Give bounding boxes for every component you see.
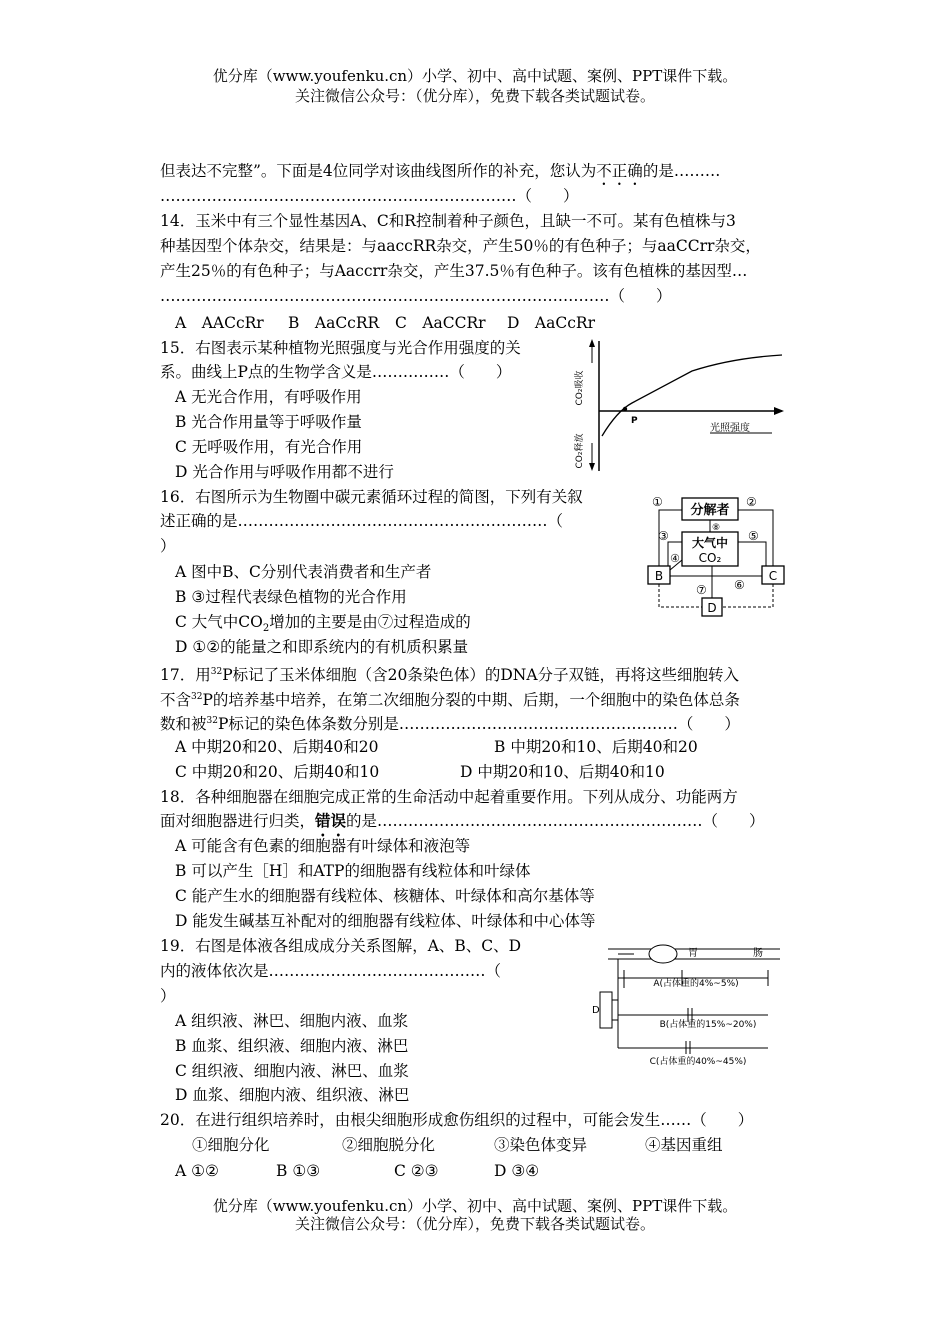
q20-statement-3: ③染色体变异 [494, 1136, 588, 1154]
q14-line-1: 14．玉米中有三个显性基因A、C和R控制着种子颜色，且缺一不可。某有色植株与3 [160, 212, 736, 230]
q17-option-b: B 中期20和10、后期40和20 [494, 738, 698, 756]
header-line-1: 优分库（www.youfenku.cn）小学、初中、高中试题、案例、PPT课件下载。 [212, 67, 738, 85]
q18-option-d: D 能发生碱基互补配对的细胞器有线粒体、叶绿体和中心体等 [175, 912, 596, 930]
b-label: B(占体重的15%~20%) [659, 1020, 757, 1030]
q18-option-c: C 能产生水的细胞器有线粒体、核糖体、叶绿体和高尔基体等 [175, 887, 595, 905]
x-arrowhead [774, 407, 784, 415]
q17-option-d: D 中期20和10、后期40和10 [460, 763, 665, 781]
d-label: D [592, 1005, 600, 1016]
label-n8: ⑧ [712, 523, 721, 533]
q18-line-1: 18．各种细胞器在细胞完成正常的生命活动中起着重要作用。下列从成分、功能两方 [160, 788, 738, 806]
q20-option-a: A ①② [175, 1162, 219, 1180]
arrow-5 [738, 542, 766, 566]
atmosphere-label-2: CO₂ [698, 551, 722, 565]
stomach-shape [649, 945, 677, 963]
q17-option-c: C 中期20和20、后期40和10 [175, 763, 380, 781]
label-n2: ② [746, 495, 757, 509]
q14-option-b: B AaCcRR [288, 314, 380, 332]
light-photosynthesis-graph [562, 333, 787, 475]
box-d-label: D [707, 601, 717, 615]
q16-option-b: B ③过程代表绿色植物的光合作用 [175, 588, 407, 606]
q20-statement-2: ②细胞脱分化 [342, 1136, 436, 1154]
q20-statement-4: ④基因重组 [645, 1136, 723, 1154]
header-line-2: 关注微信公众号：（优分库），免费下载各类试题试卷。 [294, 87, 655, 105]
q18-emphasis: 错误 [315, 811, 347, 830]
q19-line-1: 19．右图是体液各组成成分关系图解，A、B、C、D [160, 937, 522, 955]
q15-line-2: 系。曲线上P点的生物学含义是……………（ ） [160, 363, 512, 381]
q18-option-a: A 可能含有色素的细胞器有叶绿体和液泡等 [175, 837, 471, 855]
q17-line-3: 数和被$^{32}$P标记的染色体条数分别是………………………………………………（ ） [160, 715, 740, 734]
q18-line-2: 面对细胞器进行归类，错误的是………………………………………………………（ ） [160, 811, 765, 830]
label-n7: ⑦ [696, 583, 707, 597]
label-n4: ④ [670, 552, 680, 565]
body-fluid-diagram [588, 940, 788, 1070]
footer-line-1: 优分库（www.youfenku.cn）小学、初中、高中试题、案例、PPT课件下载。 [212, 1197, 738, 1215]
up-arrow-head [589, 339, 595, 347]
q20-option-d: D ③④ [494, 1162, 540, 1180]
carbon-cycle-diagram [640, 490, 790, 620]
d-vessel [600, 992, 612, 1028]
q16-option-d: D ①②的能量之和即系统内的有机质积累量 [175, 638, 469, 656]
point-p [623, 407, 627, 411]
q15-option-c: C 无呼吸作用，有光合作用 [175, 438, 363, 456]
q19-line-3: ） [160, 987, 176, 1005]
stomach-label: 胃 [688, 948, 698, 959]
q15-option-a: A 无光合作用，有呼吸作用 [175, 388, 362, 406]
q14-option-a: A AACcRr [175, 314, 264, 332]
atmosphere-label-1: 大气中 [691, 536, 729, 550]
q20-option-c: C ②③ [394, 1162, 439, 1180]
q15-line-1: 15．右图表示某种植物光照强度与光合作用强度的关 [160, 339, 521, 357]
response-curve [602, 355, 782, 436]
q16-line-2: 述正确的是……………………………………………………（ [160, 512, 564, 530]
q13-line-1: 但表达不完整”。下面是4位同学对该曲线图所作的补充，您认为不正确的是……… [160, 162, 721, 180]
dashed-c-d [722, 584, 773, 607]
q20-statement-1: ①细胞分化 [192, 1136, 270, 1154]
label-n3: ③ [658, 529, 669, 543]
q16-line-1: 16．右图所示为生物圈中碳元素循环过程的简图，下列有关叙 [160, 488, 583, 506]
q14-option-c: C AaCCRr [395, 314, 486, 332]
q20-option-b: B ①③ [276, 1162, 321, 1180]
q17-line-1: 17．用$^{32}$P标记了玉米体细胞（含20条染色体）的DNA分子双链，再将这些细胞转入 [160, 666, 740, 685]
label-n1: ① [652, 495, 663, 509]
q16-line-3: ） [160, 537, 176, 555]
footer-line-2: 关注微信公众号：（优分库），免费下载各类试题试卷。 [294, 1215, 655, 1233]
q16-option-a: A 图中B、C分别代表消费者和生产者 [175, 563, 432, 581]
label-n6: ⑥ [734, 578, 745, 592]
q14-line-3: 产生25％的有色种子；与Aaccrr杂交，产生37.5％有色种子。该有色植株的基因型… [160, 262, 748, 280]
box-c-label: C [768, 569, 778, 583]
x-label: 光照强度 [710, 423, 750, 434]
q13-emphasis: 不正确 [596, 162, 643, 180]
label-n5: ⑤ [748, 529, 759, 543]
intestine-label: 肠 [753, 948, 763, 959]
q19-option-b: B 血浆、组织液、细胞内液、淋巴 [175, 1037, 409, 1055]
y-label-down: CO₂释放 [575, 433, 585, 469]
q14-option-d: D AaCcRr [507, 314, 595, 332]
q14-line-2: 种基因型个体杂交，结果是：与aaccRR杂交，产生50％的有色种子；与aaCCrr杂交， [160, 237, 761, 255]
q16-option-c: C 大气中$CO_2$增加的主要是由⑦过程造成的 [175, 613, 471, 635]
y-label-up: CO₂吸收 [575, 370, 585, 406]
a-label: A(占体重的4%~5%) [653, 979, 739, 989]
point-p-label: P [631, 416, 638, 426]
q17-line-2: 不含$^{32}$P的培养基中培养，在第二次细胞分裂的中期、后期，一个细胞中的染色体总条 [160, 691, 740, 710]
q13-line-2: ……………………………………………………………（ ） [160, 187, 579, 205]
q15-option-d: D 光合作用与呼吸作用都不进行 [175, 463, 394, 481]
decomposer-label: 分解者 [690, 503, 730, 518]
down-arrow-head [589, 463, 595, 471]
q15-option-b: B 光合作用量等于呼吸作量 [175, 413, 362, 431]
q19-option-c: C 组织液、细胞内液、淋巴、血浆 [175, 1062, 409, 1080]
box-b-label: B [654, 569, 664, 583]
q18-option-b: B 可以产生［H］和ATP的细胞器有线粒体和叶绿体 [175, 862, 531, 880]
q19-option-d: D 血浆、细胞内液、组织液、淋巴 [175, 1086, 410, 1104]
q19-option-a: A 组织液、淋巴、细胞内液、血浆 [175, 1012, 409, 1030]
q20-line-1: 20．在进行组织培养时，由根尖细胞形成愈伤组织的过程中，可能会发生……（ ） [160, 1111, 754, 1129]
q17-option-a: A 中期20和20、后期40和20 [175, 738, 379, 756]
q19-line-2: 内的液体依次是……………………………………（ [160, 962, 502, 980]
q14-line-4: ……………………………………………………………………………（ ） [160, 287, 672, 305]
c-label: C(占体重的40%~45%) [649, 1057, 747, 1067]
